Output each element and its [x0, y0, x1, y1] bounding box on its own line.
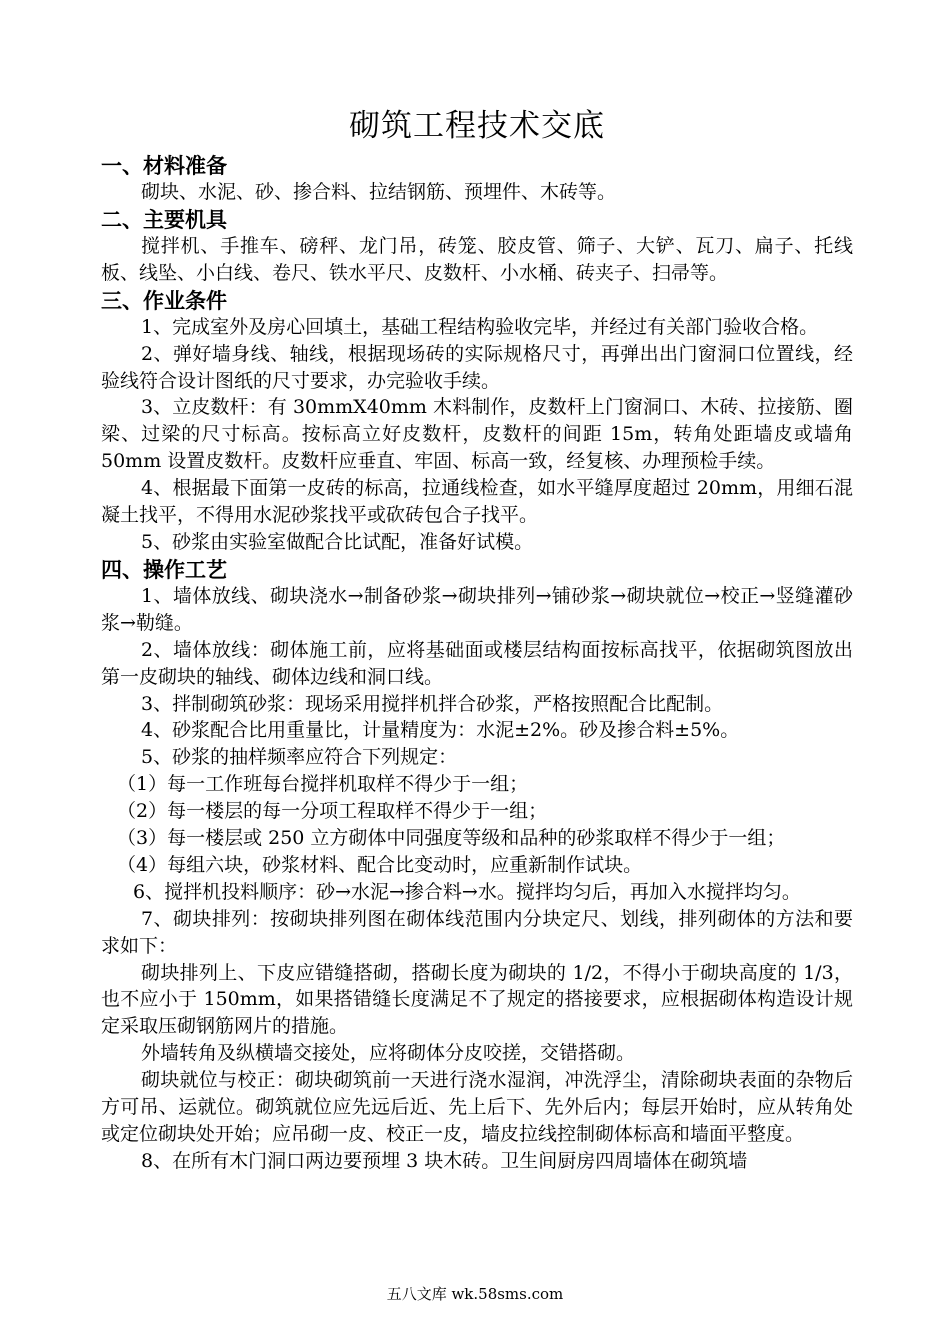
paragraph: 5、砂浆的抽样频率应符合下列规定： [141, 746, 458, 769]
list-item: 6、搅拌机投料顺序：砂→水泥→掺合料→水。搅拌均匀后，再加入水搅拌均匀。 [133, 880, 801, 903]
paragraph: 外墙转角及纵横墙交接处，应将砌体分皮咬搓，交错搭砌。 [141, 1042, 636, 1065]
paragraph: 5、砂浆由实验室做配合比试配，准备好试模。 [141, 530, 534, 553]
section-heading-materials: 一、材料准备 [101, 153, 227, 178]
paragraph: 3、拌制砌筑砂浆：现场采用搅拌机拌合砂浆，严格按照配合比配制。 [141, 692, 724, 715]
paragraph: 1、墙体放线、砌块浇水→制备砂浆→砌块排列→铺砂浆→砌块就位→校正→竖缝灌砂浆→勒缝。 [101, 584, 853, 634]
list-item: （4）每组六块，砂浆材料、配合比变动时，应重新制作试块。 [117, 853, 643, 876]
list-item: （2）每一楼层的每一分项工程取样不得少于一组； [117, 800, 548, 823]
page-footer: 五八文库 wk.58sms.com [386, 1285, 564, 1303]
paragraph: 8、在所有木门洞口两边要预埋 3 块木砖。卫生间厨房四周墙体在砌筑墙 [141, 1149, 748, 1172]
document-page [101, 100, 853, 1175]
paragraph: 3、立皮数杆：有 30mmX40mm 木料制作，皮数杆上门窗洞口、木砖、拉接筋、圈梁、过梁的尺寸标高。按标高立好皮数杆，皮数杆的间距 15m，转角处距墙皮或墙角 50mm 设置皮数杆。皮数杆应垂直、牢固、标高一致，经复核、办理预检手续。 [101, 396, 853, 473]
list-item: （1）每一工作班每台搅拌机取样不得少于一组； [117, 773, 529, 796]
section-heading-process: 四、操作工艺 [101, 556, 227, 582]
paragraph: 砌块、水泥、砂、掺合料、拉结钢筋、预埋件、木砖等。 [141, 181, 617, 203]
paragraph: 2、弹好墙身线、轴线，根据现场砖的实际规格尺寸，再弹出出门窗洞口位置线，经验线符合设计图纸的尺寸要求，办完验收手续。 [101, 342, 853, 392]
section-heading-conditions: 三、作业条件 [101, 287, 227, 313]
list-item: （3）每一楼层或 250 立方砌体中同强度等级和品种的砂浆取样不得少于一组； [117, 827, 786, 850]
document-title: 砌筑工程技术交底 [349, 108, 605, 144]
paragraph: 4、砂浆配合比用重量比，计量精度为：水泥±2%。砂及掺合料±5%。 [141, 719, 740, 742]
paragraph: 7、砌块排列：按砌块排列图在砌体线范围内分块定尺、划线，排列砌体的方法和要求如下： [101, 907, 853, 957]
paragraph: 1、完成室外及房心回填土，基础工程结构验收完毕，并经过有关部门验收合格。 [141, 315, 819, 338]
paragraph: 砌块排列上、下皮应错缝搭砌，搭砌长度为砌块的 1/2，不得小于砌块高度的 1/3，也不应小于 150mm，如果搭错缝长度满足不了规定的搭接要求，应根据砌体构造设计规定采取压砌钢筋网片的措施。 [101, 961, 853, 1038]
paragraph: 砌块就位与校正：砌块砌筑前一天进行浇水湿润，冲洗浮尘，清除砌块表面的杂物后方可吊、运就位。砌筑就位应先远后近、先上后下、先外后内；每层开始时，应从转角处或定位砌块处开始；应吊砌一皮、校正一皮，墙皮拉线控制砌体标高和墙面平整度。 [101, 1069, 853, 1145]
paragraph: 4、根据最下面第一皮砖的标高，拉通线检查，如水平缝厚度超过 20mm，用细石混凝土找平，不得用水泥砂浆找平或砍砖包合子找平。 [101, 477, 853, 527]
paragraph: 2、墙体放线：砌体施工前，应将基础面或楼层结构面按标高找平，依据砌筑图放出第一皮砌块的轴线、砌体边线和洞口线。 [101, 638, 853, 688]
paragraph: 搅拌机、手推车、磅秤、龙门吊，砖笼、胶皮管、筛子、大铲、瓦刀、扁子、托线板、线坠、小白线、卷尺、铁水平尺、皮数杆、小水桶、砖夹子、扫帚等。 [101, 234, 853, 284]
section-heading-tools: 二、主要机具 [101, 206, 227, 232]
